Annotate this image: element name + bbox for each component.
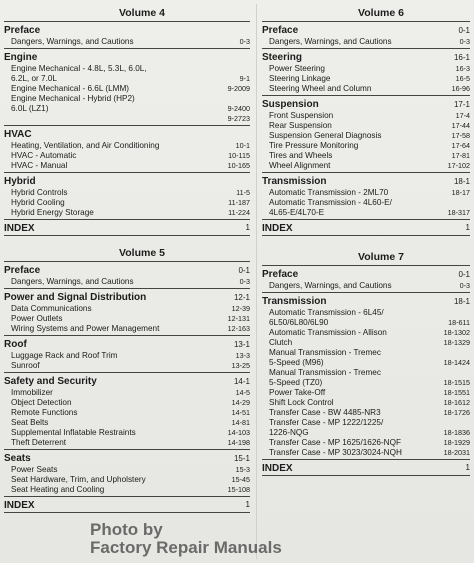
divider xyxy=(262,292,470,293)
toc-entry xyxy=(262,448,470,458)
section-title xyxy=(4,25,250,37)
toc-entry xyxy=(4,141,250,151)
divider xyxy=(4,125,250,126)
toc-entry-label: Wiring Systems and Power Management xyxy=(11,324,160,333)
section-title xyxy=(4,292,250,304)
toc-entry-label: Power Seats xyxy=(11,465,58,474)
section-page: 12-1 xyxy=(233,293,250,302)
index-page: 1 xyxy=(245,500,250,509)
toc-entry-page: 0-3 xyxy=(239,277,250,286)
section-title xyxy=(262,269,470,281)
divider xyxy=(262,475,470,476)
section-title-text: Seats xyxy=(4,453,31,464)
toc-entry xyxy=(4,465,250,475)
watermark-line-1: Photo by xyxy=(90,520,163,539)
section-title xyxy=(4,129,250,141)
section-title-text: Suspension xyxy=(262,99,319,110)
divider xyxy=(4,48,250,49)
toc-entry-page: 18-1551 xyxy=(443,388,470,397)
toc-entry xyxy=(4,475,250,485)
toc-entry-label: Automatic Transmission - Allison xyxy=(269,328,387,337)
divider xyxy=(262,48,470,49)
volume-4 xyxy=(4,6,250,236)
section xyxy=(262,176,470,220)
toc-entry-page: 16-96 xyxy=(451,84,470,93)
section-title xyxy=(4,176,250,188)
volume-title: Volume 4 xyxy=(119,7,165,19)
divider xyxy=(262,21,470,22)
toc-entry xyxy=(262,398,470,408)
toc-entry xyxy=(262,37,470,47)
section-title xyxy=(262,25,470,37)
divider xyxy=(4,172,250,173)
toc-entry-page: 11-5 xyxy=(236,188,250,197)
section-title-text: HVAC xyxy=(4,129,32,140)
divider xyxy=(262,95,470,96)
toc-entry xyxy=(4,304,250,314)
toc-entry-page: 14-51 xyxy=(231,408,250,417)
divider xyxy=(4,496,250,497)
section-title-text: Engine xyxy=(4,52,38,63)
toc-entry xyxy=(262,368,470,388)
toc-entry xyxy=(4,361,250,371)
toc-entry-page: 15-108 xyxy=(227,485,250,494)
toc-entry-page: 14-198 xyxy=(227,438,250,447)
divider xyxy=(262,265,470,266)
toc-entry-page: 10-115 xyxy=(228,151,250,160)
toc-entry-label: Transfer Case - MP 1625/1626-NQF xyxy=(269,438,401,447)
toc-entry-page: 15-3 xyxy=(235,465,250,474)
toc-entry xyxy=(262,111,470,121)
toc-entry-page: 14-29 xyxy=(231,398,250,407)
toc-entry-label: Power Take-Off xyxy=(269,388,326,397)
toc-entry-label: Tire Pressure Monitoring xyxy=(269,141,359,150)
section xyxy=(4,176,250,220)
section-page: 0-1 xyxy=(458,26,470,35)
toc-entry xyxy=(262,161,470,171)
toc-entry-page: 16-3 xyxy=(455,64,470,73)
index-label: INDEX xyxy=(262,463,293,474)
toc-entry-label: Immobilizer xyxy=(11,388,53,397)
divider xyxy=(4,449,250,450)
section-title-text: Transmission xyxy=(262,296,327,307)
section xyxy=(4,25,250,49)
volume-title: Volume 5 xyxy=(119,247,165,259)
toc-entry-page: 11-224 xyxy=(228,208,250,217)
toc-entry-label: Seat Belts xyxy=(11,418,49,427)
section-page: 17-1 xyxy=(453,100,470,109)
toc-entry xyxy=(4,277,250,287)
section xyxy=(262,99,470,173)
section-title xyxy=(262,99,470,111)
toc-entry xyxy=(4,94,250,114)
volume-6 xyxy=(262,6,470,236)
toc-entry xyxy=(4,438,250,448)
toc-entry xyxy=(4,114,250,124)
toc-entry xyxy=(4,314,250,324)
toc-entry-page: 18-317 xyxy=(447,208,470,217)
section-title-text: Preface xyxy=(262,25,299,36)
divider xyxy=(4,21,250,22)
section-page: 0-1 xyxy=(458,270,470,279)
index-entry xyxy=(4,223,250,234)
toc-entry xyxy=(4,37,250,47)
toc-entry-label: Seat Hardware, Trim, and Upholstery xyxy=(11,475,146,484)
toc-entry-label: Engine Mechanical - 4.8L, 5.3L, 6.0L, 6.2L, or 7.0L xyxy=(11,64,147,83)
volume-5 xyxy=(4,246,250,513)
divider xyxy=(262,172,470,173)
toc-entry-label: Steering Linkage xyxy=(269,74,331,83)
index-entry xyxy=(262,463,470,474)
toc-entry xyxy=(262,418,470,438)
toc-entry xyxy=(4,188,250,198)
section xyxy=(4,292,250,336)
toc-entry-page: 10-165 xyxy=(227,161,250,170)
section-page: 16-1 xyxy=(453,53,470,62)
index-page: 1 xyxy=(245,223,250,232)
toc-entry-label: Transfer Case - MP 1222/1225/ 1226-NQG xyxy=(269,418,384,437)
section xyxy=(4,129,250,173)
toc-entry-label: HVAC - Manual xyxy=(11,161,68,170)
section-title-text: Preface xyxy=(4,25,41,36)
index-label: INDEX xyxy=(4,223,35,234)
toc-entry-page: 9-1 xyxy=(239,74,250,83)
toc-entry-page: 0-3 xyxy=(459,37,470,46)
section-title-text: Transmission xyxy=(262,176,327,187)
toc-entry-label: Automatic Transmission - 2ML70 xyxy=(269,188,389,197)
section xyxy=(262,296,470,460)
toc-entry xyxy=(262,281,470,291)
toc-entry xyxy=(262,408,470,418)
toc-entry-label: Power Steering xyxy=(269,64,325,73)
watermark xyxy=(90,521,310,557)
section xyxy=(4,339,250,373)
toc-entry-label: Data Communications xyxy=(11,304,92,313)
toc-entry-label: Power Outlets xyxy=(11,314,63,323)
toc-entry xyxy=(4,324,250,334)
toc-entry-label: Shift Lock Control xyxy=(269,398,334,407)
toc-entry-page: 15-45 xyxy=(231,475,250,484)
toc-entry-page: 9-2400 xyxy=(227,104,250,113)
toc-entry-label: Manual Transmission - Tremec 5-Speed (TZ0) xyxy=(269,368,381,387)
toc-entry xyxy=(4,198,250,208)
toc-entry-label: Object Detection xyxy=(11,398,72,407)
toc-entry-label: Suspension General Diagnosis xyxy=(269,131,382,140)
toc-entry-label: Luggage Rack and Roof Trim xyxy=(11,351,118,360)
toc-entry-page: 18-1929 xyxy=(443,438,470,447)
toc-entry-label: Dangers, Warnings, and Cautions xyxy=(269,281,392,290)
toc-entry-label: Theft Deterrent xyxy=(11,438,67,447)
section xyxy=(4,453,250,497)
section-page: 15-1 xyxy=(233,454,250,463)
toc-entry xyxy=(262,64,470,74)
toc-entry-page: 14-5 xyxy=(235,388,250,397)
right-column xyxy=(262,6,470,476)
section-page: 18-1 xyxy=(453,177,470,186)
toc-entry xyxy=(4,84,250,94)
toc-entry xyxy=(262,151,470,161)
column-divider xyxy=(256,4,257,559)
divider xyxy=(4,512,250,513)
index-entry xyxy=(4,500,250,511)
toc-entry-label: Sunroof xyxy=(11,361,40,370)
toc-entry-page: 17-81 xyxy=(451,151,470,160)
toc-entry xyxy=(262,131,470,141)
toc-entry-page: 18-1612 xyxy=(443,398,470,407)
toc-entry-label: Dangers, Warnings, and Cautions xyxy=(11,37,134,46)
section-title xyxy=(4,52,250,64)
toc-entry-label: Hybrid Energy Storage xyxy=(11,208,94,217)
toc-entry-label: Transfer Case - MP 3023/3024-NQH xyxy=(269,448,402,457)
toc-entry-label: Engine Mechanical - Hybrid (HP2) 6.0L (LZ1) xyxy=(11,94,135,113)
toc-entry xyxy=(4,208,250,218)
toc-entry xyxy=(262,348,470,368)
toc-entry-page: 12-131 xyxy=(227,314,250,323)
toc-entry-label: HVAC - Automatic xyxy=(11,151,77,160)
toc-entry-page: 12-39 xyxy=(231,304,250,313)
volume-7 xyxy=(262,250,470,476)
section-title xyxy=(262,296,470,308)
index-label: INDEX xyxy=(4,500,35,511)
divider xyxy=(4,235,250,236)
toc-entry-page: 17-58 xyxy=(451,131,470,140)
divider xyxy=(4,261,250,262)
toc-entry-label: Engine Mechanical - 6.6L (LMM) xyxy=(11,84,130,93)
toc-entry xyxy=(4,398,250,408)
toc-entry-label: Hybrid Cooling xyxy=(11,198,65,207)
divider xyxy=(262,219,470,220)
toc-entry-label: Transfer Case - BW 4485-NR3 xyxy=(269,408,381,417)
toc-entry-label: Manual Transmission - Tremec 5-Speed (M96) xyxy=(269,348,381,367)
toc-entry-page: 18-1726 xyxy=(443,408,470,417)
toc-entry xyxy=(4,64,250,84)
toc-entry xyxy=(4,428,250,438)
toc-entry xyxy=(262,121,470,131)
toc-entry-page: 17-4 xyxy=(455,111,470,120)
toc-entry-page: 18-1302 xyxy=(443,328,470,337)
index-entry xyxy=(262,223,470,234)
toc-entry-label: Front Suspension xyxy=(269,111,334,120)
toc-entry xyxy=(4,418,250,428)
toc-entry-page: 18-611 xyxy=(448,318,470,327)
toc-entry xyxy=(4,161,250,171)
section xyxy=(4,265,250,289)
section-title-text: Safety and Security xyxy=(4,376,97,387)
toc-entry-page: 17-102 xyxy=(447,161,470,170)
divider xyxy=(262,459,470,460)
toc-entry-page: 11-187 xyxy=(228,198,250,207)
toc-entry-label: Automatic Transmission - 6L45/ 6L50/6L80/6L90 xyxy=(269,308,384,327)
section-page: 18-1 xyxy=(453,297,470,306)
section xyxy=(4,376,250,450)
section xyxy=(4,52,250,126)
toc-entry-label: Dangers, Warnings, and Cautions xyxy=(11,277,134,286)
section-title xyxy=(4,339,250,351)
index-page: 1 xyxy=(465,223,470,232)
divider xyxy=(4,288,250,289)
toc-entry-label: Dangers, Warnings, and Cautions xyxy=(269,37,392,46)
section-title-text: Steering xyxy=(262,52,303,63)
section-title-text: Preface xyxy=(262,269,299,280)
toc-entry-label: Wheel Alignment xyxy=(269,161,331,170)
section xyxy=(262,52,470,96)
toc-entry-page: 18-2031 xyxy=(443,448,470,457)
toc-entry-page: 18-1836 xyxy=(443,428,470,437)
toc-entry-page: 13-25 xyxy=(231,361,250,370)
section-page: 0-1 xyxy=(238,266,250,275)
index-page: 1 xyxy=(465,463,470,472)
toc-entry xyxy=(262,141,470,151)
toc-entry xyxy=(262,198,470,218)
toc-entry-page: 18-17 xyxy=(451,188,470,197)
toc-entry-page: 13-3 xyxy=(235,351,250,360)
section-title xyxy=(4,453,250,465)
toc-entry-label: Hybrid Controls xyxy=(11,188,68,197)
toc-entry xyxy=(262,438,470,448)
divider xyxy=(4,219,250,220)
left-column xyxy=(4,6,250,513)
toc-entry xyxy=(262,188,470,198)
toc-entry-label: Supplemental Inflatable Restraints xyxy=(11,428,136,437)
toc-entry-label: Steering Wheel and Column xyxy=(269,84,372,93)
toc-entry xyxy=(262,74,470,84)
toc-entry-label: Heating, Ventilation, and Air Conditioning xyxy=(11,141,160,150)
section-title-text: Roof xyxy=(4,339,27,350)
toc-entry-page: 18-1515 xyxy=(443,378,470,387)
index-label: INDEX xyxy=(262,223,293,234)
section-page: 13-1 xyxy=(233,340,250,349)
toc-entry xyxy=(262,338,470,348)
section-title-text: Power and Signal Distribution xyxy=(4,292,147,303)
toc-entry-label: Rear Suspension xyxy=(269,121,332,130)
toc-entry-page: 17-64 xyxy=(451,141,470,150)
toc-entry-page: 16-5 xyxy=(455,74,470,83)
toc-entry xyxy=(262,328,470,338)
toc-entry-page: 18-1424 xyxy=(443,358,470,367)
section-title-text: Hybrid xyxy=(4,176,36,187)
toc-entry-label: Remote Functions xyxy=(11,408,78,417)
toc-entry xyxy=(4,388,250,398)
toc-entry-page: 12-163 xyxy=(227,324,250,333)
divider xyxy=(262,235,470,236)
toc-entry xyxy=(262,84,470,94)
divider xyxy=(4,372,250,373)
toc-entry-page: 0-3 xyxy=(239,37,250,46)
toc-entry-page: 9-2723 xyxy=(227,114,250,123)
toc-entry-label: Clutch xyxy=(269,338,293,347)
toc-entry xyxy=(4,485,250,495)
toc-entry-page: 0-3 xyxy=(459,281,470,290)
toc-entry xyxy=(4,151,250,161)
volume-title: Volume 7 xyxy=(358,251,404,263)
toc-entry xyxy=(4,408,250,418)
toc-entry xyxy=(262,388,470,398)
section xyxy=(262,269,470,293)
toc-entry-page: 17-44 xyxy=(451,121,470,130)
toc-entry xyxy=(4,351,250,361)
toc-entry-label: Seat Heating and Cooling xyxy=(11,485,105,494)
toc-entry-page: 10-1 xyxy=(235,141,250,150)
toc-entry xyxy=(262,308,470,328)
section-title xyxy=(4,265,250,277)
toc-entry-page: 14-103 xyxy=(227,428,250,437)
section-page: 14-1 xyxy=(233,377,250,386)
toc-entry-page: 9-2009 xyxy=(227,84,250,93)
section xyxy=(262,25,470,49)
toc-entry-page: 18-1329 xyxy=(443,338,470,347)
volume-title: Volume 6 xyxy=(358,7,404,19)
section-title xyxy=(262,176,470,188)
section-title xyxy=(262,52,470,64)
divider xyxy=(4,335,250,336)
toc-entry-label: Tires and Wheels xyxy=(269,151,333,160)
toc-entry-label: Automatic Transmission - 4L60-E/ 4L65-E/4L70-E xyxy=(269,198,392,217)
toc-entry-page: 14-81 xyxy=(231,418,250,427)
section-title xyxy=(4,376,250,388)
watermark-line-2: Factory Repair Manuals xyxy=(90,538,282,557)
section-title-text: Preface xyxy=(4,265,41,276)
